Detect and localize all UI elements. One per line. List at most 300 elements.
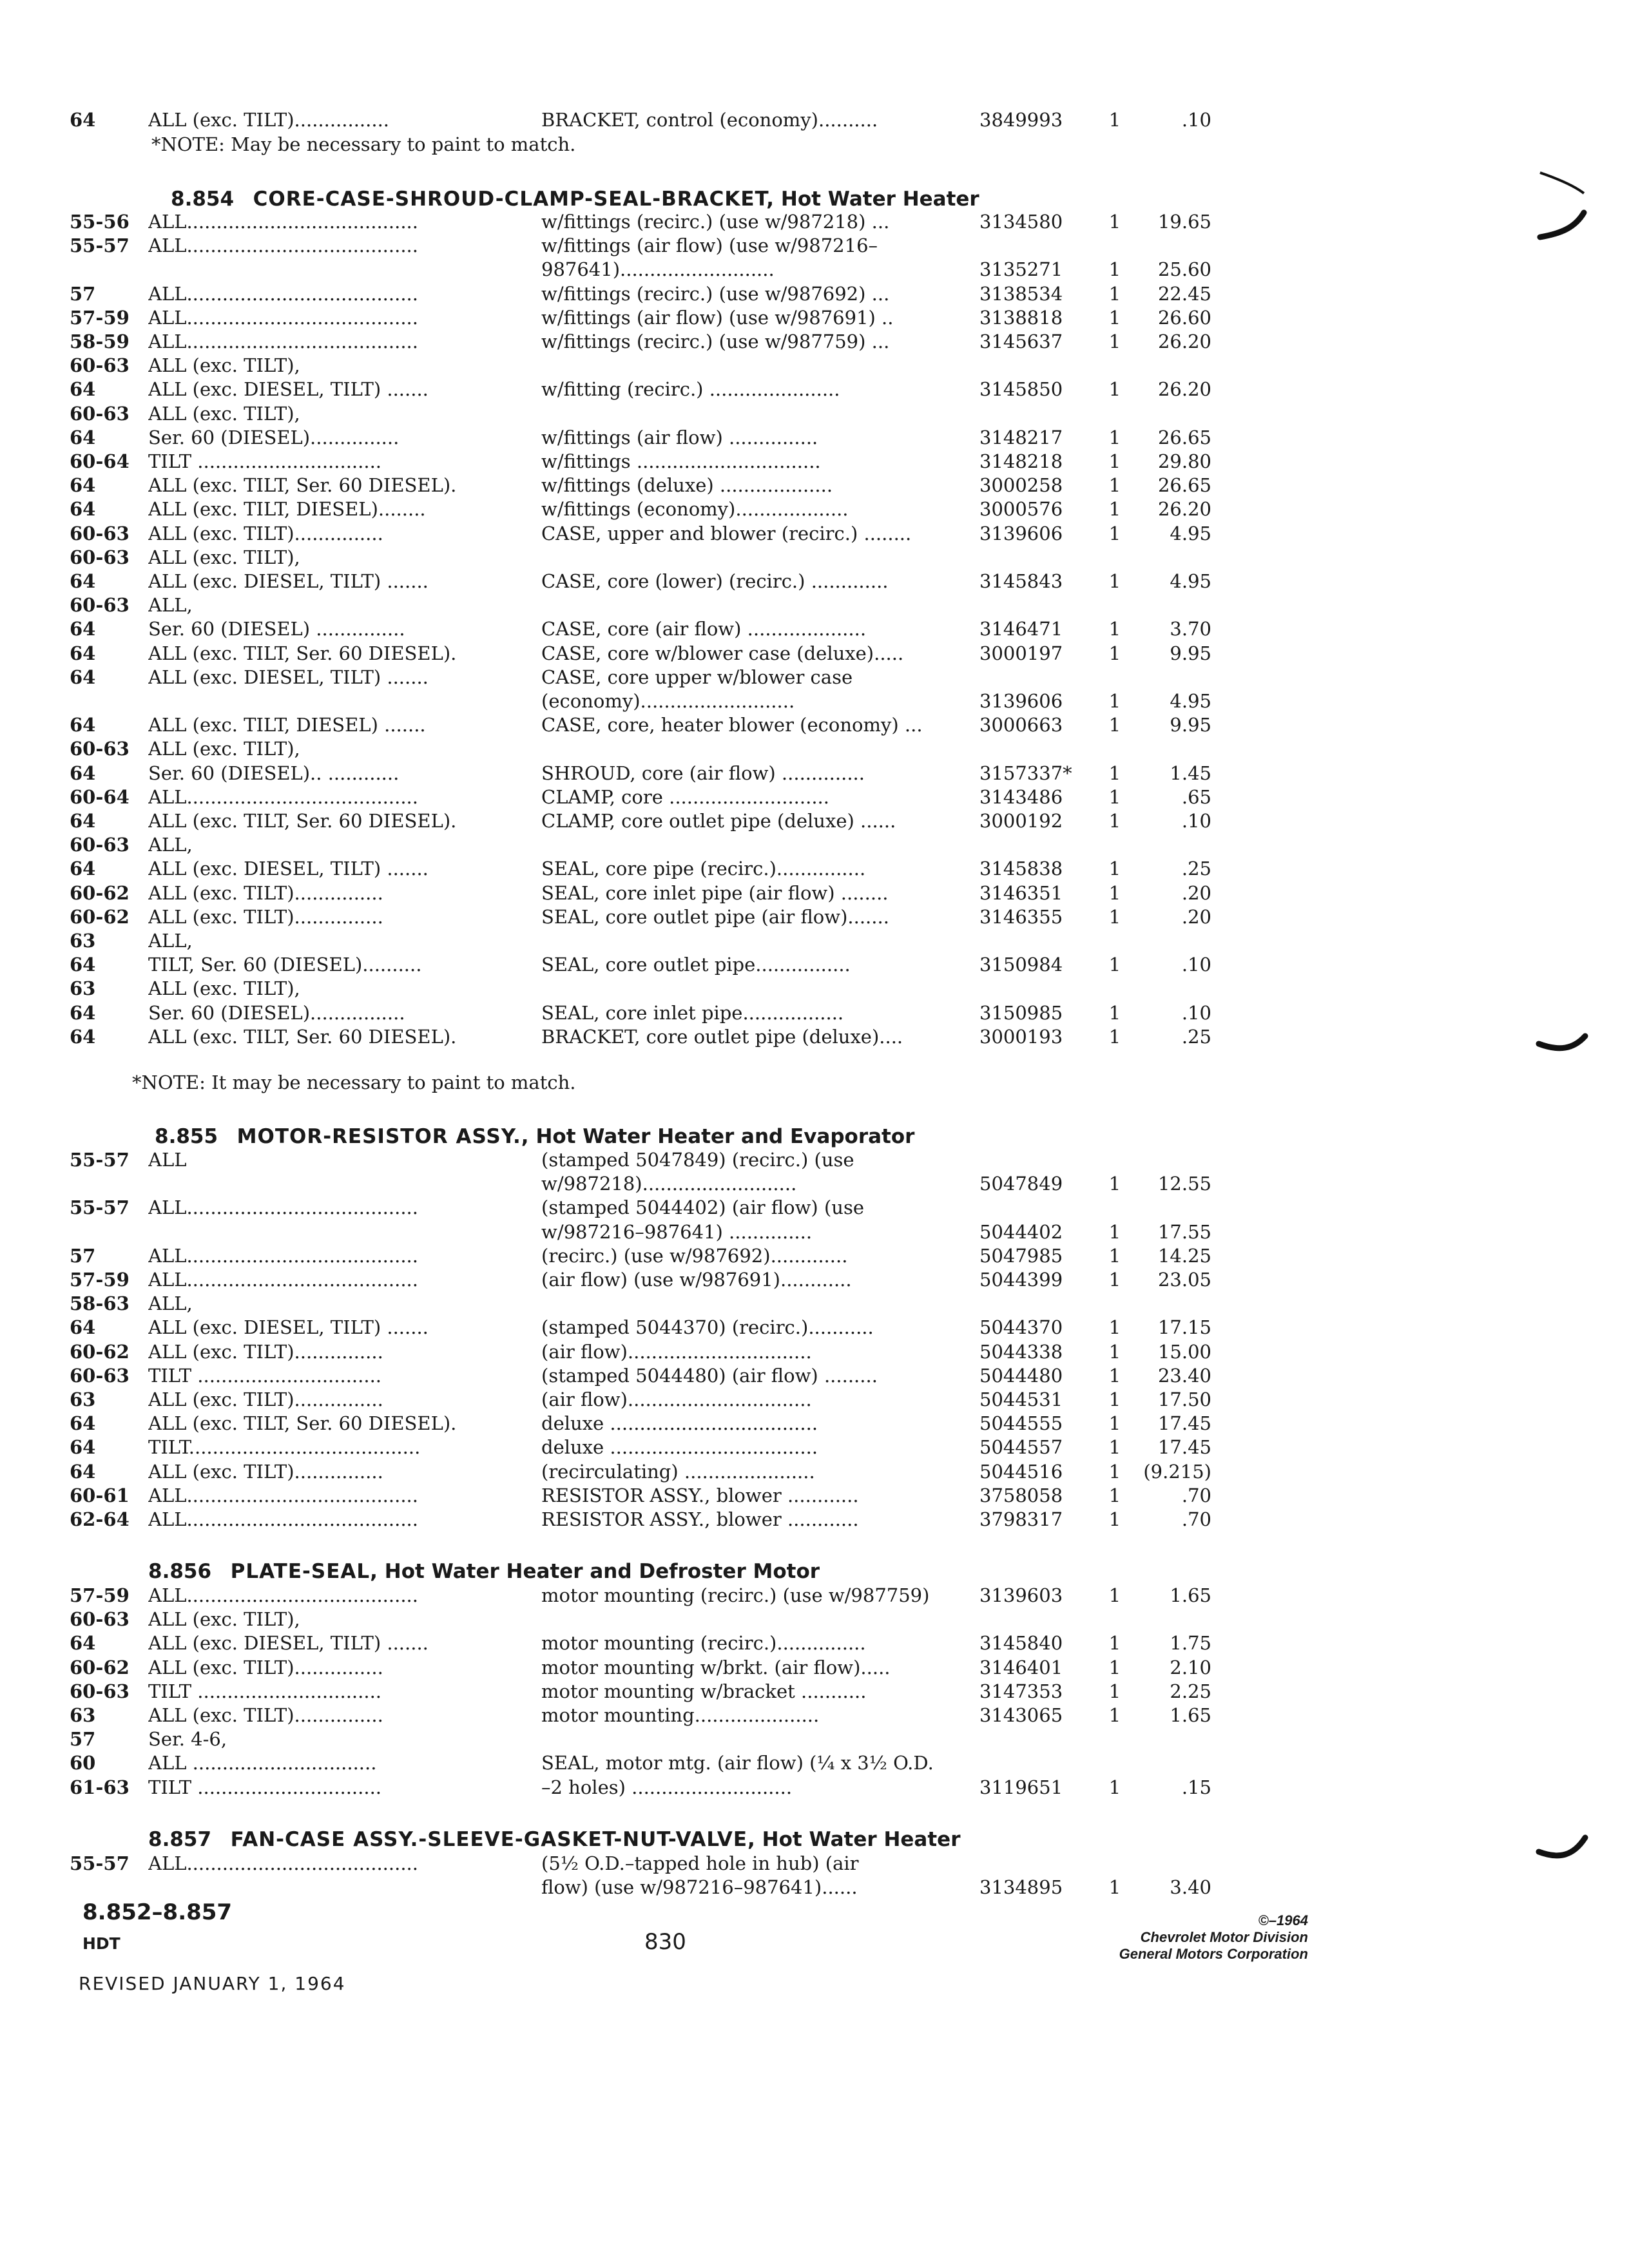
- quantity-cell: 1: [1108, 211, 1121, 233]
- price-cell: 17.45: [1157, 1436, 1211, 1459]
- model-cell: ALL.......................................: [148, 282, 418, 305]
- quantity-cell: 1: [1108, 258, 1121, 281]
- quantity-cell: 1: [1108, 1364, 1121, 1387]
- description-cell: w/fittings (air flow) (use w/987691) ..: [541, 306, 894, 329]
- quantity-cell: 1: [1108, 1316, 1121, 1339]
- quantity-cell: 1: [1108, 618, 1121, 640]
- section-number: 8.854: [171, 187, 235, 211]
- price-cell: 3.40: [1170, 1876, 1211, 1899]
- year-cell: 64: [70, 858, 96, 880]
- note-text: *NOTE: It may be necessary to paint to match.: [132, 1072, 576, 1093]
- part-number-cell: 3145840: [979, 1632, 1063, 1655]
- price-cell: 25.60: [1157, 258, 1211, 281]
- part-number-cell: 3150984: [979, 954, 1063, 976]
- model-cell: ALL.......................................: [148, 331, 418, 352]
- table-row: [0, 330, 1629, 353]
- price-cell: .15: [1181, 1776, 1211, 1798]
- description-cell: w/fittings (air flow) ...............: [541, 426, 818, 448]
- table-row: [0, 785, 1629, 809]
- quantity-cell: 1: [1108, 282, 1121, 305]
- table-row: [0, 689, 1629, 713]
- model-cell: ALL (exc. TILT, Ser. 60 DIESEL).: [148, 474, 457, 497]
- year-cell: 64: [70, 109, 96, 131]
- price-cell: .10: [1181, 1001, 1211, 1024]
- price-cell: 26.20: [1157, 331, 1211, 352]
- part-number-cell: 3000192: [979, 810, 1063, 832]
- section-heading: [155, 1124, 914, 1149]
- price-cell: 17.55: [1157, 1220, 1211, 1243]
- description-cell: flow) (use w/987216–987641)......: [541, 1876, 858, 1899]
- year-cell: 63: [70, 1389, 96, 1410]
- price-cell: 26.65: [1157, 426, 1211, 448]
- year-cell: 64: [70, 1316, 96, 1339]
- section-subtitle: Hot Water Heater: [780, 187, 979, 211]
- model-cell: TILT ...............................: [148, 1776, 382, 1798]
- quantity-cell: 1: [1108, 522, 1121, 544]
- part-number-cell: 3758058: [979, 1484, 1063, 1506]
- model-cell: ALL (exc. DIESEL, TILT) .......: [148, 858, 429, 880]
- part-number-cell: 3146401: [979, 1656, 1063, 1678]
- table-row: [0, 1148, 1629, 1171]
- part-number-cell: 3000193: [979, 1025, 1063, 1048]
- description-cell: SEAL, core inlet pipe.................: [541, 1001, 844, 1024]
- part-number-cell: 3135271: [979, 258, 1063, 281]
- part-number-cell: 3146351: [979, 881, 1063, 904]
- part-number-cell: 3000258: [979, 474, 1063, 497]
- section-number: 8.856: [148, 1560, 212, 1583]
- revised-date: REVISED JANUARY 1, 1964: [79, 1973, 346, 1994]
- description-cell: (stamped 5044402) (air flow) (use: [541, 1196, 864, 1219]
- table-row: [0, 570, 1629, 593]
- table-row: [0, 762, 1629, 785]
- section-title: CORE-CASE-SHROUD-CLAMP-SEAL-BRACKET,: [253, 187, 775, 211]
- table-row: [0, 1364, 1629, 1387]
- model-cell: ALL (exc. TILT),: [148, 977, 300, 1000]
- part-number-cell: 3148218: [979, 450, 1063, 472]
- model-cell: ALL (exc. TILT),: [148, 546, 300, 568]
- description-cell: w/fittings (deluxe) ...................: [541, 474, 833, 497]
- description-cell: BRACKET, control (economy)..........: [541, 109, 878, 131]
- year-cell: 57: [70, 1244, 96, 1267]
- price-cell: .10: [1181, 109, 1211, 131]
- year-cell: 64: [70, 1436, 96, 1459]
- price-cell: 4.95: [1170, 570, 1211, 592]
- year-cell: 64: [70, 762, 96, 784]
- quantity-cell: 1: [1108, 954, 1121, 976]
- year-cell: 55-57: [70, 1196, 130, 1219]
- year-cell: 60-64: [70, 785, 130, 808]
- quantity-cell: 1: [1108, 690, 1121, 712]
- table-row: [0, 1508, 1629, 1531]
- quantity-cell: 1: [1108, 1269, 1121, 1291]
- price-cell: 23.05: [1157, 1269, 1211, 1291]
- table-row: [0, 1220, 1629, 1244]
- quantity-cell: 1: [1108, 1656, 1121, 1678]
- table-row: [0, 737, 1629, 760]
- year-cell: 57: [70, 1728, 96, 1751]
- model-cell: TILT ...............................: [148, 450, 382, 472]
- model-cell: ALL.......................................: [148, 1584, 418, 1606]
- model-cell: ALL (exc. DIESEL, TILT) .......: [148, 378, 429, 401]
- description-cell: CASE, core, heater blower (economy) ...: [541, 714, 923, 736]
- model-cell: ALL ...............................: [148, 1752, 377, 1774]
- description-cell: SEAL, core outlet pipe................: [541, 954, 851, 976]
- description-cell: SEAL, core pipe (recirc.)...............: [541, 858, 866, 880]
- table-row: [0, 378, 1629, 401]
- quantity-cell: 1: [1108, 1680, 1121, 1702]
- model-cell: Ser. 4-6,: [148, 1728, 227, 1751]
- table-row: [0, 1656, 1629, 1679]
- year-cell: 63: [70, 930, 96, 952]
- year-cell: 60-63: [70, 402, 130, 425]
- model-cell: ALL (exc. TILT)...............: [148, 905, 383, 928]
- model-cell: ALL (exc. TILT),: [148, 354, 300, 377]
- table-row: [0, 1584, 1629, 1607]
- description-cell: CLAMP, core outlet pipe (deluxe) ......: [541, 810, 896, 832]
- description-cell: (economy)..........................: [541, 690, 795, 712]
- table-row: [0, 1340, 1629, 1363]
- year-cell: 57-59: [70, 1269, 130, 1291]
- quantity-cell: 1: [1108, 1632, 1121, 1655]
- model-cell: ALL.......................................: [148, 235, 418, 257]
- year-cell: 57-59: [70, 1584, 130, 1606]
- year-cell: 60-63: [70, 1364, 130, 1387]
- price-cell: 3.70: [1170, 618, 1211, 640]
- quantity-cell: 1: [1108, 306, 1121, 329]
- year-cell: 64: [70, 1001, 96, 1024]
- year-cell: 64: [70, 1025, 96, 1048]
- part-number-cell: 5044531: [979, 1389, 1063, 1410]
- price-cell: .10: [1181, 954, 1211, 976]
- description-cell: SEAL, core outlet pipe (air flow).......: [541, 905, 889, 928]
- part-number-cell: 5044516: [979, 1460, 1063, 1483]
- year-cell: 60-63: [70, 354, 130, 377]
- price-cell: .65: [1181, 785, 1211, 808]
- model-cell: Ser. 60 (DIESEL).. ............: [148, 762, 400, 784]
- section-subtitle: Hot Water Heater and Defroster Motor: [384, 1560, 820, 1583]
- price-cell: 1.45: [1170, 762, 1211, 784]
- price-cell: .70: [1181, 1508, 1211, 1530]
- part-number-cell: 3139606: [979, 690, 1063, 712]
- price-cell: 9.95: [1170, 642, 1211, 664]
- quantity-cell: 1: [1108, 1484, 1121, 1506]
- table-row: [0, 1436, 1629, 1459]
- part-number-cell: 3134895: [979, 1876, 1063, 1899]
- description-cell: w/987218)..........................: [541, 1173, 797, 1195]
- quantity-cell: 1: [1108, 905, 1121, 928]
- price-cell: .25: [1181, 1025, 1211, 1048]
- model-cell: ALL.......................................: [148, 1244, 418, 1267]
- price-cell: 4.95: [1170, 690, 1211, 712]
- year-cell: 60-61: [70, 1484, 130, 1506]
- description-cell: deluxe ...................................: [541, 1412, 818, 1435]
- description-cell: (5½ O.D.–tapped hole in hub) (air: [541, 1852, 859, 1874]
- table-row: [0, 977, 1629, 1000]
- part-number-cell: 5047849: [979, 1173, 1063, 1195]
- table-row: [0, 258, 1629, 281]
- table-row: [0, 1704, 1629, 1727]
- description-cell: RESISTOR ASSY., blower ............: [541, 1508, 859, 1530]
- part-number-cell: 3157337*: [979, 762, 1072, 784]
- description-cell: BRACKET, core outlet pipe (deluxe)....: [541, 1025, 903, 1048]
- table-row: [0, 713, 1629, 736]
- year-cell: 64: [70, 714, 96, 736]
- quantity-cell: 1: [1108, 331, 1121, 352]
- section-subtitle: Hot Water Heater and Evaporator: [535, 1125, 915, 1148]
- description-cell: (stamped 5047849) (recirc.) (use: [541, 1149, 854, 1171]
- table-row: [0, 593, 1629, 617]
- model-cell: TILT ...............................: [148, 1680, 382, 1702]
- table-row: [0, 1751, 1629, 1774]
- copyright-text: ©–1964: [1258, 1912, 1308, 1928]
- part-number-cell: 3134580: [979, 211, 1063, 233]
- year-cell: 57: [70, 282, 96, 305]
- model-cell: ALL.......................................: [148, 785, 418, 808]
- part-number-cell: 3119651: [979, 1776, 1063, 1798]
- table-row: [0, 1244, 1629, 1267]
- model-cell: ALL.......................................: [148, 1484, 418, 1506]
- quantity-cell: 1: [1108, 1220, 1121, 1243]
- table-row: [0, 1025, 1629, 1048]
- table-row: [0, 546, 1629, 569]
- description-cell: CASE, core (lower) (recirc.) .............: [541, 570, 889, 592]
- year-cell: 60: [70, 1752, 96, 1774]
- part-number-cell: 5044557: [979, 1436, 1063, 1459]
- model-cell: ALL (exc. TILT, DIESEL) .......: [148, 714, 426, 736]
- year-cell: 64: [70, 810, 96, 832]
- table-row: [0, 1680, 1629, 1703]
- price-cell: 17.15: [1157, 1316, 1211, 1339]
- table-row: [0, 666, 1629, 689]
- table-row: [0, 1412, 1629, 1435]
- description-cell: SEAL, core inlet pipe (air flow) ........: [541, 881, 889, 904]
- model-cell: ALL: [148, 1149, 187, 1171]
- description-cell: SEAL, motor mtg. (air flow) (¼ x 3½ O.D.: [541, 1752, 934, 1774]
- section-subtitle: Hot Water Heater: [762, 1828, 961, 1851]
- table-row: [0, 306, 1629, 329]
- description-cell: CASE, core upper w/blower case: [541, 666, 853, 688]
- table-row: [0, 617, 1629, 640]
- table-row: [0, 234, 1629, 257]
- model-cell: ALL.......................................: [148, 306, 418, 329]
- year-cell: 60-62: [70, 1340, 130, 1363]
- part-number-cell: 5044399: [979, 1269, 1063, 1291]
- part-number-cell: 3150985: [979, 1001, 1063, 1024]
- table-row: [0, 1876, 1629, 1899]
- table-row: [0, 1292, 1629, 1315]
- part-number-cell: 3000576: [979, 498, 1063, 521]
- table-row: [0, 881, 1629, 905]
- year-cell: 60-64: [70, 450, 130, 472]
- table-row: [0, 1268, 1629, 1291]
- description-cell: w/fitting (recirc.) ......................: [541, 378, 840, 401]
- model-cell: ALL.......................................: [148, 1269, 418, 1291]
- model-cell: ALL (exc. DIESEL, TILT) .......: [148, 1632, 429, 1655]
- model-cell: ALL (exc. DIESEL, TILT) .......: [148, 1316, 429, 1339]
- part-number-cell: 3139606: [979, 522, 1063, 544]
- model-cell: ALL (exc. TILT)...............: [148, 1656, 383, 1678]
- price-cell: .20: [1181, 905, 1211, 928]
- table-row: [0, 1776, 1629, 1799]
- year-cell: 55-57: [70, 1852, 130, 1874]
- model-cell: ALL (exc. TILT, Ser. 60 DIESEL).: [148, 1412, 457, 1435]
- description-cell: motor mounting w/bracket ...........: [541, 1680, 867, 1702]
- model-cell: TILT ...............................: [148, 1364, 382, 1387]
- description-cell: w/fittings (recirc.) (use w/987218) ...: [541, 211, 890, 233]
- year-cell: 58-63: [70, 1293, 130, 1315]
- description-cell: SHROUD, core (air flow) ..............: [541, 762, 865, 784]
- year-cell: 64: [70, 1632, 96, 1655]
- price-cell: .10: [1181, 810, 1211, 832]
- description-cell: deluxe ...................................: [541, 1436, 818, 1459]
- quantity-cell: 1: [1108, 498, 1121, 521]
- year-cell: 60-63: [70, 1680, 130, 1702]
- description-cell: CASE, core w/blower case (deluxe).....: [541, 642, 904, 664]
- price-cell: 2.10: [1170, 1656, 1211, 1678]
- description-cell: –2 holes) ...........................: [541, 1776, 793, 1798]
- table-row: [0, 210, 1629, 233]
- model-cell: TILT.......................................: [148, 1436, 421, 1459]
- section-number: 8.857: [148, 1828, 212, 1851]
- table-row: [0, 1388, 1629, 1411]
- model-cell: ALL (exc. TILT)...............: [148, 1460, 383, 1483]
- model-cell: ALL.......................................: [148, 211, 418, 233]
- price-cell: 1.65: [1170, 1704, 1211, 1726]
- price-cell: 26.65: [1157, 474, 1211, 497]
- year-cell: 60-62: [70, 1656, 130, 1678]
- section-title: FAN-CASE ASSY.-SLEEVE-GASKET-NUT-VALVE,: [230, 1828, 756, 1851]
- price-cell: (9.215): [1143, 1460, 1211, 1483]
- binder-mark-icon: [1527, 168, 1598, 245]
- quantity-cell: 1: [1108, 1025, 1121, 1048]
- description-cell: motor mounting w/brkt. (air flow).....: [541, 1656, 891, 1678]
- model-cell: TILT, Ser. 60 (DIESEL)..........: [148, 954, 422, 976]
- model-cell: ALL (exc. TILT)...............: [148, 1340, 383, 1363]
- description-cell: (stamped 5044480) (air flow) .........: [541, 1364, 878, 1387]
- quantity-cell: 1: [1108, 426, 1121, 448]
- part-number-cell: 3146471: [979, 618, 1063, 640]
- table-row: [0, 1484, 1629, 1507]
- price-cell: 26.60: [1157, 306, 1211, 329]
- part-number-cell: 5047985: [979, 1244, 1063, 1267]
- price-cell: 1.75: [1170, 1632, 1211, 1655]
- table-row: [0, 905, 1629, 928]
- year-cell: 58-59: [70, 331, 130, 352]
- table-row: [0, 1316, 1629, 1339]
- table-row: [0, 809, 1629, 832]
- binder-mark-icon: [1527, 1024, 1598, 1057]
- year-cell: 60-62: [70, 905, 130, 928]
- part-number-cell: 3849993: [979, 109, 1063, 131]
- section-heading: [171, 187, 979, 211]
- quantity-cell: 1: [1108, 1876, 1121, 1899]
- table-row: [0, 497, 1629, 521]
- quantity-cell: 1: [1108, 762, 1121, 784]
- table-row: [0, 426, 1629, 449]
- description-cell: motor mounting.....................: [541, 1704, 820, 1726]
- model-cell: ALL (exc. DIESEL, TILT) .......: [148, 570, 429, 592]
- price-cell: 12.55: [1157, 1173, 1211, 1195]
- table-row: [0, 1196, 1629, 1219]
- price-cell: 17.45: [1157, 1412, 1211, 1435]
- quantity-cell: 1: [1108, 1412, 1121, 1435]
- page-range: 8.852–8.857: [82, 1899, 233, 1925]
- year-cell: 64: [70, 954, 96, 976]
- division-text: Chevrolet Motor Division: [1140, 1929, 1308, 1945]
- section-number: 8.855: [155, 1125, 218, 1148]
- quantity-cell: 1: [1108, 1584, 1121, 1606]
- part-number-cell: 3145843: [979, 570, 1063, 592]
- quantity-cell: 1: [1108, 1001, 1121, 1024]
- quantity-cell: 1: [1108, 378, 1121, 401]
- table-row: [0, 282, 1629, 305]
- part-number-cell: 5044402: [979, 1220, 1063, 1243]
- section-heading: [148, 1827, 960, 1852]
- description-cell: w/fittings (recirc.) (use w/987692) ...: [541, 282, 890, 305]
- part-number-cell: 3000663: [979, 714, 1063, 736]
- quantity-cell: 1: [1108, 810, 1121, 832]
- quantity-cell: 1: [1108, 1460, 1121, 1483]
- model-cell: ALL (exc. TILT)...............: [148, 881, 383, 904]
- part-number-cell: 5044480: [979, 1364, 1063, 1387]
- part-number-cell: 5044370: [979, 1316, 1063, 1339]
- year-cell: 64: [70, 426, 96, 448]
- model-cell: ALL (exc. TILT)...............: [148, 1704, 383, 1726]
- price-cell: 19.65: [1157, 211, 1211, 233]
- part-number-cell: 3138818: [979, 306, 1063, 329]
- section-heading: [148, 1559, 820, 1584]
- description-cell: (air flow)...............................: [541, 1389, 812, 1410]
- price-cell: 2.25: [1170, 1680, 1211, 1702]
- model-cell: ALL,: [148, 834, 193, 856]
- part-number-cell: 3139603: [979, 1584, 1063, 1606]
- price-cell: 26.20: [1157, 498, 1211, 521]
- table-row: [0, 929, 1629, 952]
- table-row: [0, 1727, 1629, 1751]
- quantity-cell: 1: [1108, 1436, 1121, 1459]
- table-row: [0, 1001, 1629, 1024]
- year-cell: 60-63: [70, 834, 130, 856]
- table-row: [0, 642, 1629, 665]
- model-cell: ALL (exc. TILT)................: [148, 109, 390, 131]
- price-cell: 1.65: [1170, 1584, 1211, 1606]
- quantity-cell: 1: [1108, 474, 1121, 497]
- model-cell: Ser. 60 (DIESEL)...............: [148, 426, 400, 448]
- description-cell: CASE, upper and blower (recirc.) ........: [541, 522, 912, 544]
- description-cell: CLAMP, core ...........................: [541, 785, 829, 808]
- year-cell: 64: [70, 666, 96, 688]
- table-row: [0, 1631, 1629, 1655]
- model-cell: ALL,: [148, 930, 193, 952]
- model-cell: ALL (exc. TILT, DIESEL)........: [148, 498, 426, 521]
- year-cell: 60-63: [70, 594, 130, 617]
- price-cell: .70: [1181, 1484, 1211, 1506]
- year-cell: 61-63: [70, 1776, 130, 1798]
- model-cell: ALL (exc. DIESEL, TILT) .......: [148, 666, 429, 688]
- part-number-cell: 3798317: [979, 1508, 1063, 1530]
- description-cell: (recirculating) ......................: [541, 1460, 815, 1483]
- price-cell: 22.45: [1157, 282, 1211, 305]
- corporation-text: General Motors Corporation: [1119, 1946, 1308, 1962]
- quantity-cell: 1: [1108, 714, 1121, 736]
- year-cell: 64: [70, 642, 96, 664]
- model-cell: ALL (exc. TILT),: [148, 738, 300, 760]
- table-row: [0, 953, 1629, 976]
- year-cell: 64: [70, 1412, 96, 1435]
- page-number: 830: [644, 1929, 686, 1955]
- year-cell: 64: [70, 378, 96, 401]
- note-text: *NOTE: May be necessary to paint to match.: [151, 133, 576, 155]
